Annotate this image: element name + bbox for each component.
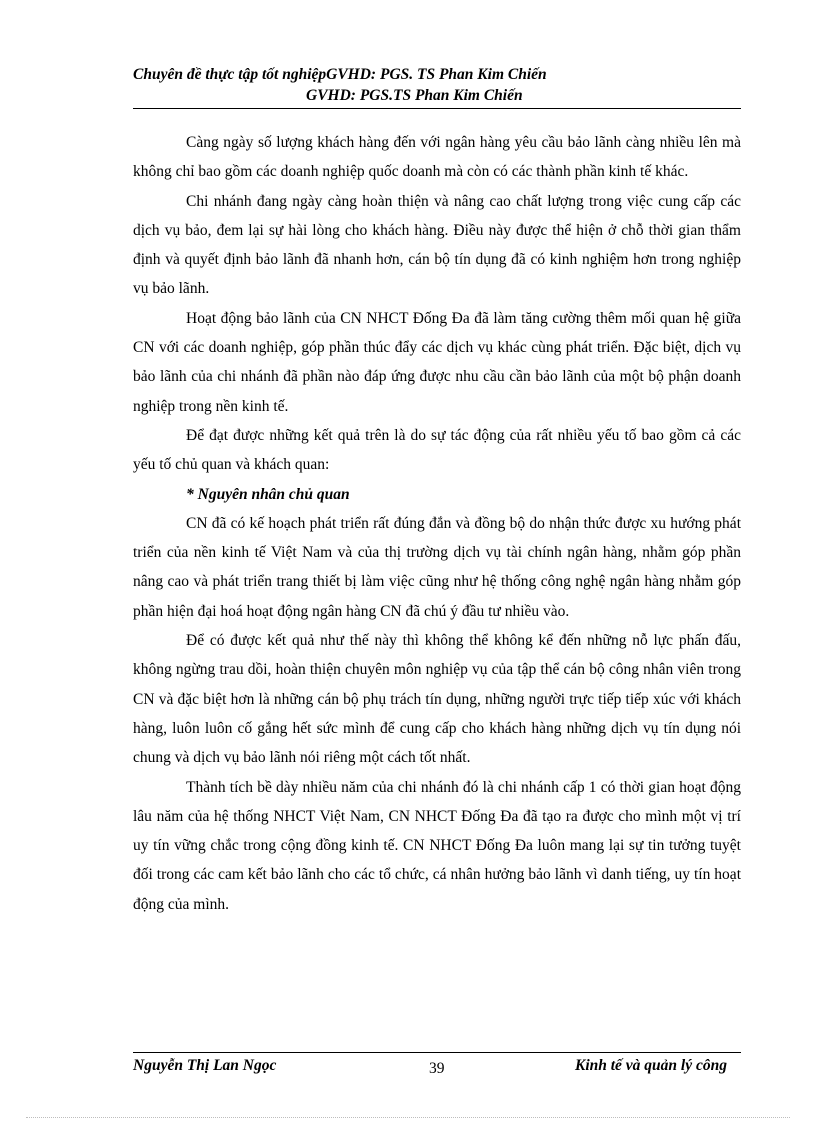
footer-author: Nguyễn Thị Lan Ngọc — [133, 1057, 277, 1074]
header-title-line: Chuyên đề thực tập tốt nghiệpGVHD: PGS. TS Phan Kim Chiến — [133, 66, 547, 83]
page-number: 39 — [429, 1060, 445, 1077]
paragraph: Thành tích bề dày nhiều năm của chi nhánh đó là chi nhánh cấp 1 có thời gian hoạt động lâu năm của hệ thống NHCT Việt Nam, CN NHCT Đống Đa đã tạo ra được cho mình một vị trí uy tín vững chắc trong cộng đồng kinh tế. CN NHCT Đống Đa luôn mang lại sự tin tưởng tuyệt đối trong các cam kết bảo lãnh cho các tổ chức, cá nhân hưởng bảo lãnh vì danh tiếng, uy tín hoạt động của mình. — [133, 778, 741, 913]
paragraph: Càng ngày số lượng khách hàng đến với ngân hàng yêu cầu bảo lãnh càng nhiều lên mà không chỉ bao gồm các doanh nghiệp quốc doanh mà còn có các thành phần kinh tế khác. — [133, 134, 741, 181]
footer-divider — [133, 1052, 741, 1053]
section-subheading: * Nguyên nhân chủ quan — [186, 485, 350, 503]
document-body — [133, 128, 741, 919]
paragraph: Chi nhánh đang ngày càng hoàn thiện và nâng cao chất lượng trong việc cung cấp các dịch vụ bảo, đem lại sự hài lòng cho khách hàng. Điều này được thể hiện ở chỗ thời gian thẩm định và quyết định bảo lãnh đã nhanh hơn, cán bộ tín dụng đã có kinh nghiệm hơn trong nghiệp vụ bảo lãnh. — [133, 192, 741, 298]
paragraph: Để đạt được những kết quả trên là do sự tác động của rất nhiều yếu tố bao gồm cả các yếu tố chủ quan và khách quan: — [133, 426, 741, 474]
page-footer — [133, 1056, 741, 1080]
paragraph: Hoạt động bảo lãnh của CN NHCT Đống Đa đã làm tăng cường thêm mối quan hệ giữa CN với các doanh nghiệp, góp phần thúc đẩy các dịch vụ khác cùng phát triển. Đặc biệt, dịch vụ bảo lãnh của chi nhánh đã phần nào đáp ứng được nhu cầu cần bảo lãnh của một bộ phận doanh nghiệp trong nền kinh tế. — [133, 309, 741, 415]
header-divider — [133, 108, 741, 109]
footer-department: Kinh tế và quản lý công — [574, 1057, 727, 1074]
paragraph: Để có được kết quả như thế này thì không thể không kể đến những nỗ lực phấn đấu, không ngừng trau dồi, hoàn thiện chuyên môn nghiệp vụ của tập thể cán bộ công nhân viên trong CN và đặc biệt hơn là những cán bộ phụ trách tín dụng, những người trực tiếp tiếp xúc với khách hàng, luôn luôn cố gắng hết sức mình để cung cấp cho khách hàng những dịch vụ tín dụng nói chung và dịch vụ bảo lãnh nói riêng một cách tốt nhất. — [133, 632, 741, 767]
page-bottom-border — [26, 1117, 790, 1118]
paragraph: CN đã có kế hoạch phát triển rất đúng đắn và đồng bộ do nhận thức được xu hướng phát triển của nền kinh tế Việt Nam và của thị trường dịch vụ tài chính ngân hàng, nhằm góp phần nâng cao và phát triển trang thiết bị làm việc cũng như hệ thống công nghệ ngân hàng nhằm góp phần hiện đại hoá hoạt động ngân hàng CN đã chú ý đầu tư nhiều vào. — [133, 514, 741, 620]
page-header — [133, 64, 741, 106]
header-advisor-line: GVHD: PGS.TS Phan Kim Chiến — [306, 87, 523, 104]
